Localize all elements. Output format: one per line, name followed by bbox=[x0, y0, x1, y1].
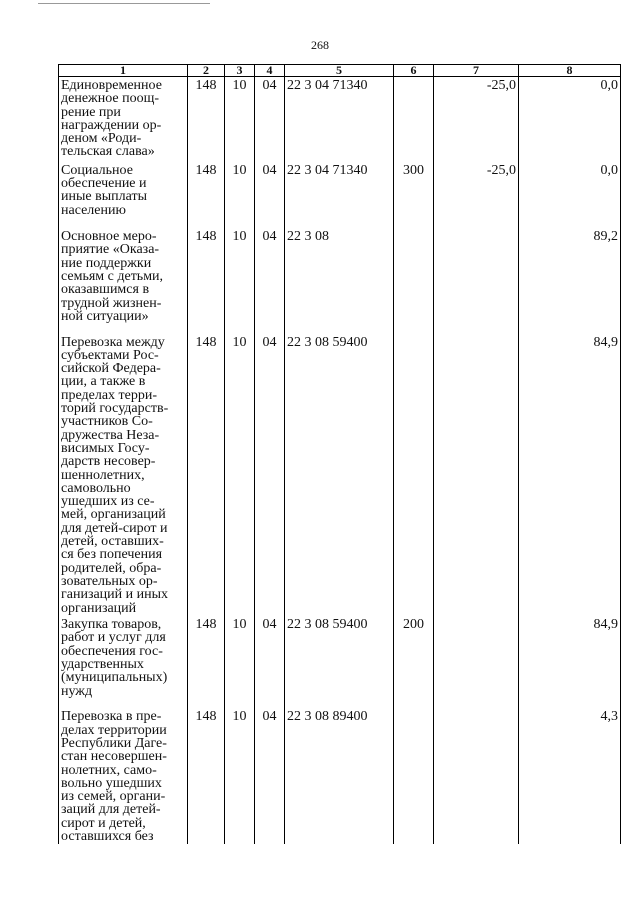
item-name-line: заций для детей- bbox=[61, 802, 161, 818]
item-name-line: шеннолетних, bbox=[61, 467, 145, 483]
item-name-cell bbox=[59, 77, 188, 162]
item-name-line: работ и услуг для bbox=[61, 630, 166, 646]
code-subsection-cell: 04 bbox=[255, 228, 285, 333]
item-name-cell bbox=[59, 228, 188, 333]
item-name-line: ции, а также в bbox=[61, 374, 146, 390]
item-name-line: ние поддержки bbox=[61, 255, 152, 271]
item-name-line: денежное поощ- bbox=[61, 91, 160, 107]
item-name-line: приятие «Оказа- bbox=[61, 242, 160, 258]
item-name-line: (муниципальных) bbox=[61, 670, 168, 686]
code-target-article-cell: 22 3 08 89400 bbox=[285, 708, 394, 844]
item-name-line: оставшихся без bbox=[61, 829, 154, 845]
code-target-article-cell: 22 3 04 71340 bbox=[285, 77, 394, 162]
item-name-cell bbox=[59, 334, 188, 616]
item-name-line: сирот и детей, bbox=[61, 815, 146, 831]
page-number: 268 bbox=[311, 38, 329, 52]
item-name-line: ганизаций и иных bbox=[61, 587, 169, 603]
column-header: 7 bbox=[434, 65, 519, 77]
column-header: 8 bbox=[519, 65, 621, 77]
item-name-line: для детей-сирот и bbox=[61, 520, 168, 536]
amount-change-cell: -25,0 bbox=[434, 77, 519, 162]
code-section-cell: 10 bbox=[225, 616, 255, 708]
item-name-line: стан несовершен- bbox=[61, 749, 167, 765]
code-expense-type-cell bbox=[394, 228, 434, 333]
item-name-line: Основное меро- bbox=[61, 229, 157, 245]
amount-total-cell: 84,9 bbox=[519, 616, 621, 708]
amount-total-cell: 0,0 bbox=[519, 162, 621, 228]
item-name-line: дарств несовер- bbox=[61, 454, 156, 470]
item-name-line: оказавшимся в bbox=[61, 282, 150, 298]
code-expense-type-cell: 300 bbox=[394, 162, 434, 228]
item-name-line: Социальное bbox=[61, 162, 133, 178]
scan-top-rule bbox=[38, 3, 210, 4]
item-name-line: участников Со- bbox=[61, 414, 153, 430]
item-name-line: обеспечения гос- bbox=[61, 643, 163, 659]
item-name-line: Закупка товаров, bbox=[61, 617, 162, 633]
code-ministry-cell: 148 bbox=[188, 77, 225, 162]
item-name-line: делах территории bbox=[61, 722, 167, 738]
code-expense-type-cell: 200 bbox=[394, 616, 434, 708]
code-target-article-cell: 22 3 08 bbox=[285, 228, 394, 333]
item-name-line: самовольно bbox=[61, 480, 131, 496]
amount-total-cell: 89,2 bbox=[519, 228, 621, 333]
amount-change-cell bbox=[434, 616, 519, 708]
item-name-line: ушедших из се- bbox=[61, 494, 155, 510]
item-name-line: ударственных bbox=[61, 656, 144, 672]
code-ministry-cell: 148 bbox=[188, 708, 225, 844]
code-target-article-cell: 22 3 08 59400 bbox=[285, 334, 394, 616]
code-subsection-cell: 04 bbox=[255, 334, 285, 616]
budget-table-container bbox=[58, 64, 620, 902]
item-name-line: тельская слава» bbox=[61, 144, 155, 160]
code-section-cell: 10 bbox=[225, 708, 255, 844]
code-target-article-cell: 22 3 04 71340 bbox=[285, 162, 394, 228]
code-subsection-cell: 04 bbox=[255, 77, 285, 162]
item-name-line: награждении ор- bbox=[61, 117, 162, 133]
item-name-line: торий государств- bbox=[61, 401, 169, 417]
column-header: 3 bbox=[225, 65, 255, 77]
item-name-line: деном «Роди- bbox=[61, 131, 142, 147]
item-name-line: организаций bbox=[61, 600, 137, 616]
item-name-line: сийской Федера- bbox=[61, 361, 161, 377]
code-subsection-cell: 04 bbox=[255, 162, 285, 228]
column-header: 2 bbox=[188, 65, 225, 77]
item-name-cell bbox=[59, 162, 188, 228]
code-ministry-cell: 148 bbox=[188, 334, 225, 616]
amount-total-cell: 0,0 bbox=[519, 77, 621, 162]
item-name-cell bbox=[59, 616, 188, 708]
item-name-line: вольно ушедших bbox=[61, 775, 162, 791]
table-row bbox=[59, 708, 621, 844]
item-name-line: ся без попечения bbox=[61, 547, 163, 563]
table-row bbox=[59, 616, 621, 708]
amount-change-cell bbox=[434, 228, 519, 333]
table-row bbox=[59, 228, 621, 333]
item-name-line: висимых Госу- bbox=[61, 440, 150, 456]
column-header: 6 bbox=[394, 65, 434, 77]
column-header: 4 bbox=[255, 65, 285, 77]
code-ministry-cell: 148 bbox=[188, 228, 225, 333]
item-name-line: обеспечение и bbox=[61, 176, 147, 192]
amount-change-cell bbox=[434, 708, 519, 844]
code-section-cell: 10 bbox=[225, 334, 255, 616]
table-row bbox=[59, 334, 621, 616]
table-row bbox=[59, 162, 621, 228]
item-name-line: пределах терри- bbox=[61, 387, 158, 403]
item-name-line: нолетних, само- bbox=[61, 762, 157, 778]
item-name-line: из семей, органи- bbox=[61, 789, 166, 805]
column-header: 5 bbox=[285, 65, 394, 77]
item-name-line: семьям с детьми, bbox=[61, 269, 164, 285]
budget-table bbox=[58, 64, 621, 844]
item-name-line: трудной жизнен- bbox=[61, 295, 162, 311]
item-name-line: рение при bbox=[61, 104, 121, 120]
code-expense-type-cell bbox=[394, 77, 434, 162]
item-name-line: Перевозка между bbox=[61, 334, 165, 350]
code-ministry-cell: 148 bbox=[188, 616, 225, 708]
item-name-line: населению bbox=[61, 202, 126, 218]
table-body bbox=[59, 77, 621, 845]
item-name-line: детей, оставших- bbox=[61, 534, 164, 550]
item-name-line: ной ситуации» bbox=[61, 308, 149, 324]
code-subsection-cell: 04 bbox=[255, 708, 285, 844]
code-expense-type-cell bbox=[394, 334, 434, 616]
item-name-line: мей, организаций bbox=[61, 507, 166, 523]
column-header: 1 bbox=[59, 65, 188, 77]
item-name-line: субъектами Рос- bbox=[61, 347, 159, 363]
code-ministry-cell: 148 bbox=[188, 162, 225, 228]
table-header-row bbox=[59, 65, 621, 77]
item-name-line: нужд bbox=[61, 683, 93, 699]
amount-total-cell: 84,9 bbox=[519, 334, 621, 616]
item-name-line: дружества Неза- bbox=[61, 427, 160, 443]
code-expense-type-cell bbox=[394, 708, 434, 844]
amount-total-cell: 4,3 bbox=[519, 708, 621, 844]
table-row bbox=[59, 77, 621, 162]
amount-change-cell: -25,0 bbox=[434, 162, 519, 228]
item-name-line: зовательных ор- bbox=[61, 573, 158, 589]
item-name-line: иные выплаты bbox=[61, 189, 147, 205]
code-target-article-cell: 22 3 08 59400 bbox=[285, 616, 394, 708]
item-name-line: родителей, обра- bbox=[61, 560, 162, 576]
code-subsection-cell: 04 bbox=[255, 616, 285, 708]
amount-change-cell bbox=[434, 334, 519, 616]
item-name-line: Перевозка в пре- bbox=[61, 709, 162, 725]
code-section-cell: 10 bbox=[225, 228, 255, 333]
item-name-line: Республики Даге- bbox=[61, 736, 167, 751]
item-name-cell bbox=[59, 708, 188, 844]
code-section-cell: 10 bbox=[225, 162, 255, 228]
item-name-line: Единовременное bbox=[61, 78, 162, 93]
code-section-cell: 10 bbox=[225, 77, 255, 162]
